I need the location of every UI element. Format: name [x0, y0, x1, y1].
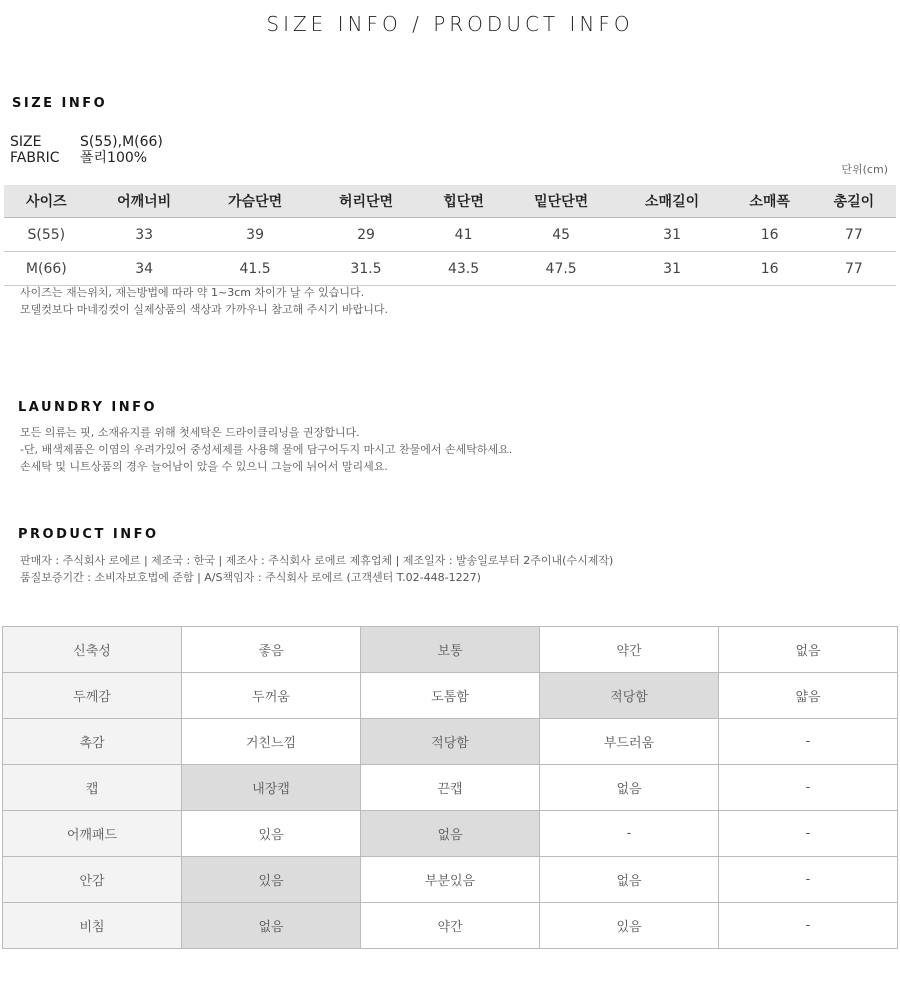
attribute-option: - — [719, 811, 898, 857]
table-cell: S(55) — [4, 218, 89, 252]
attribute-option-selected: 없음 — [361, 811, 540, 857]
spec-fabric-row — [10, 150, 163, 166]
attribute-option-selected: 내장캡 — [182, 765, 361, 811]
laundry-line: 모든 의류는 핏, 소재유지를 위해 첫세탁은 드라이클리닝을 권장합니다. — [20, 426, 360, 439]
table-row — [3, 719, 898, 765]
spec-fabric-value: 폴리100% — [80, 150, 148, 166]
product-info-line: 품질보증기간 : 소비자보호법에 준함 | A/S책임자 : 주식회사 로에르 (고객센터 T.02-448-1227) — [20, 571, 481, 584]
header-cell: 사이즈 — [4, 185, 89, 218]
table-row — [3, 811, 898, 857]
spec-size-value: S(55),M(66) — [80, 134, 163, 150]
table-cell: 16 — [728, 252, 812, 286]
laundry-line: 손세탁 및 니트상품의 경우 늘어남이 았을 수 있으니 그늘에 뉘어서 말리세요. — [20, 460, 388, 473]
attribute-label: 캡 — [3, 765, 182, 811]
attribute-option: 있음 — [182, 811, 361, 857]
table-cell: 33 — [89, 218, 200, 252]
table-row — [3, 903, 898, 949]
table-cell: 41.5 — [200, 252, 311, 286]
header-cell: 소매길이 — [617, 185, 728, 218]
spec-size-key: SIZE — [10, 134, 42, 150]
attribute-option-selected: 있음 — [182, 857, 361, 903]
table-cell: 43.5 — [421, 252, 505, 286]
table-cell: 77 — [812, 252, 896, 286]
spec-size-row — [10, 134, 163, 150]
attribute-option: 도톰함 — [361, 673, 540, 719]
size-notes — [20, 284, 388, 318]
table-row — [4, 252, 896, 286]
header-cell: 소매폭 — [728, 185, 812, 218]
header-cell: 허리단면 — [311, 185, 422, 218]
table-row — [3, 857, 898, 903]
attribute-label: 비침 — [3, 903, 182, 949]
table-row — [3, 673, 898, 719]
size-table-header — [4, 185, 896, 218]
attribute-option: 없음 — [540, 857, 719, 903]
attribute-option: 없음 — [540, 765, 719, 811]
table-cell: 29 — [311, 218, 422, 252]
spec-block — [10, 134, 163, 166]
header-cell: 총길이 — [812, 185, 896, 218]
table-cell: 34 — [89, 252, 200, 286]
table-cell: 45 — [506, 218, 617, 252]
header-cell: 어깨너비 — [89, 185, 200, 218]
laundry-info-heading: LAUNDRY INFO — [18, 400, 158, 415]
table-cell: 31 — [617, 252, 728, 286]
attribute-label: 두께감 — [3, 673, 182, 719]
attribute-option: - — [719, 903, 898, 949]
table-cell: 77 — [812, 218, 896, 252]
attribute-option: 약간 — [361, 903, 540, 949]
attribute-option: 부드러움 — [540, 719, 719, 765]
table-cell: 31 — [617, 218, 728, 252]
attribute-option-selected: 적당함 — [361, 719, 540, 765]
note-line: 모델컷보다 마네킹컷이 실제상품의 색상과 가까우니 참고해 주시기 바랍니다. — [20, 303, 389, 316]
attribute-option-selected: 없음 — [182, 903, 361, 949]
table-cell: 41 — [421, 218, 505, 252]
header-cell: 밑단단면 — [506, 185, 617, 218]
attribute-option: 있음 — [540, 903, 719, 949]
attribute-option: - — [719, 719, 898, 765]
table-row — [3, 627, 898, 673]
laundry-line: -단, 배색제품은 이염의 우려가있어 중성세제를 사용해 물에 담구어두지 마시고 찬물에서 손세탁하세요. — [20, 443, 513, 456]
header-cell: 힙단면 — [421, 185, 505, 218]
attribute-label: 안감 — [3, 857, 182, 903]
attribute-option: - — [719, 857, 898, 903]
table-row — [3, 765, 898, 811]
attribute-option: 두꺼움 — [182, 673, 361, 719]
attribute-option: 얇음 — [719, 673, 898, 719]
attribute-option: 좋음 — [182, 627, 361, 673]
attribute-option: 끈캡 — [361, 765, 540, 811]
attribute-label: 신축성 — [3, 627, 182, 673]
spec-fabric-key: FABRIC — [10, 150, 60, 166]
product-info-lines — [20, 552, 613, 586]
table-row — [4, 218, 896, 252]
attribute-option: 부분있음 — [361, 857, 540, 903]
size-info-heading: SIZE INFO — [12, 96, 108, 111]
attribute-table — [2, 626, 898, 949]
table-cell: M(66) — [4, 252, 89, 286]
page-title: SIZE INFO / PRODUCT INFO — [266, 12, 634, 36]
attribute-option: 거친느낌 — [182, 719, 361, 765]
attribute-label: 어깨패드 — [3, 811, 182, 857]
attribute-option: 없음 — [719, 627, 898, 673]
attribute-option: - — [719, 765, 898, 811]
attribute-option-selected: 보통 — [361, 627, 540, 673]
header-cell: 가슴단면 — [200, 185, 311, 218]
table-cell: 39 — [200, 218, 311, 252]
attribute-option: 약간 — [540, 627, 719, 673]
note-line: 사이즈는 재는위치, 재는방법에 따라 약 1~3cm 차이가 날 수 있습니다. — [20, 286, 365, 299]
table-cell: 31.5 — [311, 252, 422, 286]
attribute-option-selected: 적당함 — [540, 673, 719, 719]
table-cell: 16 — [728, 218, 812, 252]
attribute-option: - — [540, 811, 719, 857]
laundry-notes — [20, 424, 512, 475]
product-info-line: 판매자 : 주식회사 로에르 | 제조국 : 한국 | 제조사 : 주식회사 로에르 제휴업체 | 제조일자 : 발송일로부터 2주이내(수시제작) — [20, 554, 614, 567]
table-cell: 47.5 — [506, 252, 617, 286]
product-info-heading: PRODUCT INFO — [18, 527, 159, 542]
attribute-label: 촉감 — [3, 719, 182, 765]
unit-label: 단위(cm) — [841, 163, 888, 176]
size-table — [4, 185, 896, 286]
